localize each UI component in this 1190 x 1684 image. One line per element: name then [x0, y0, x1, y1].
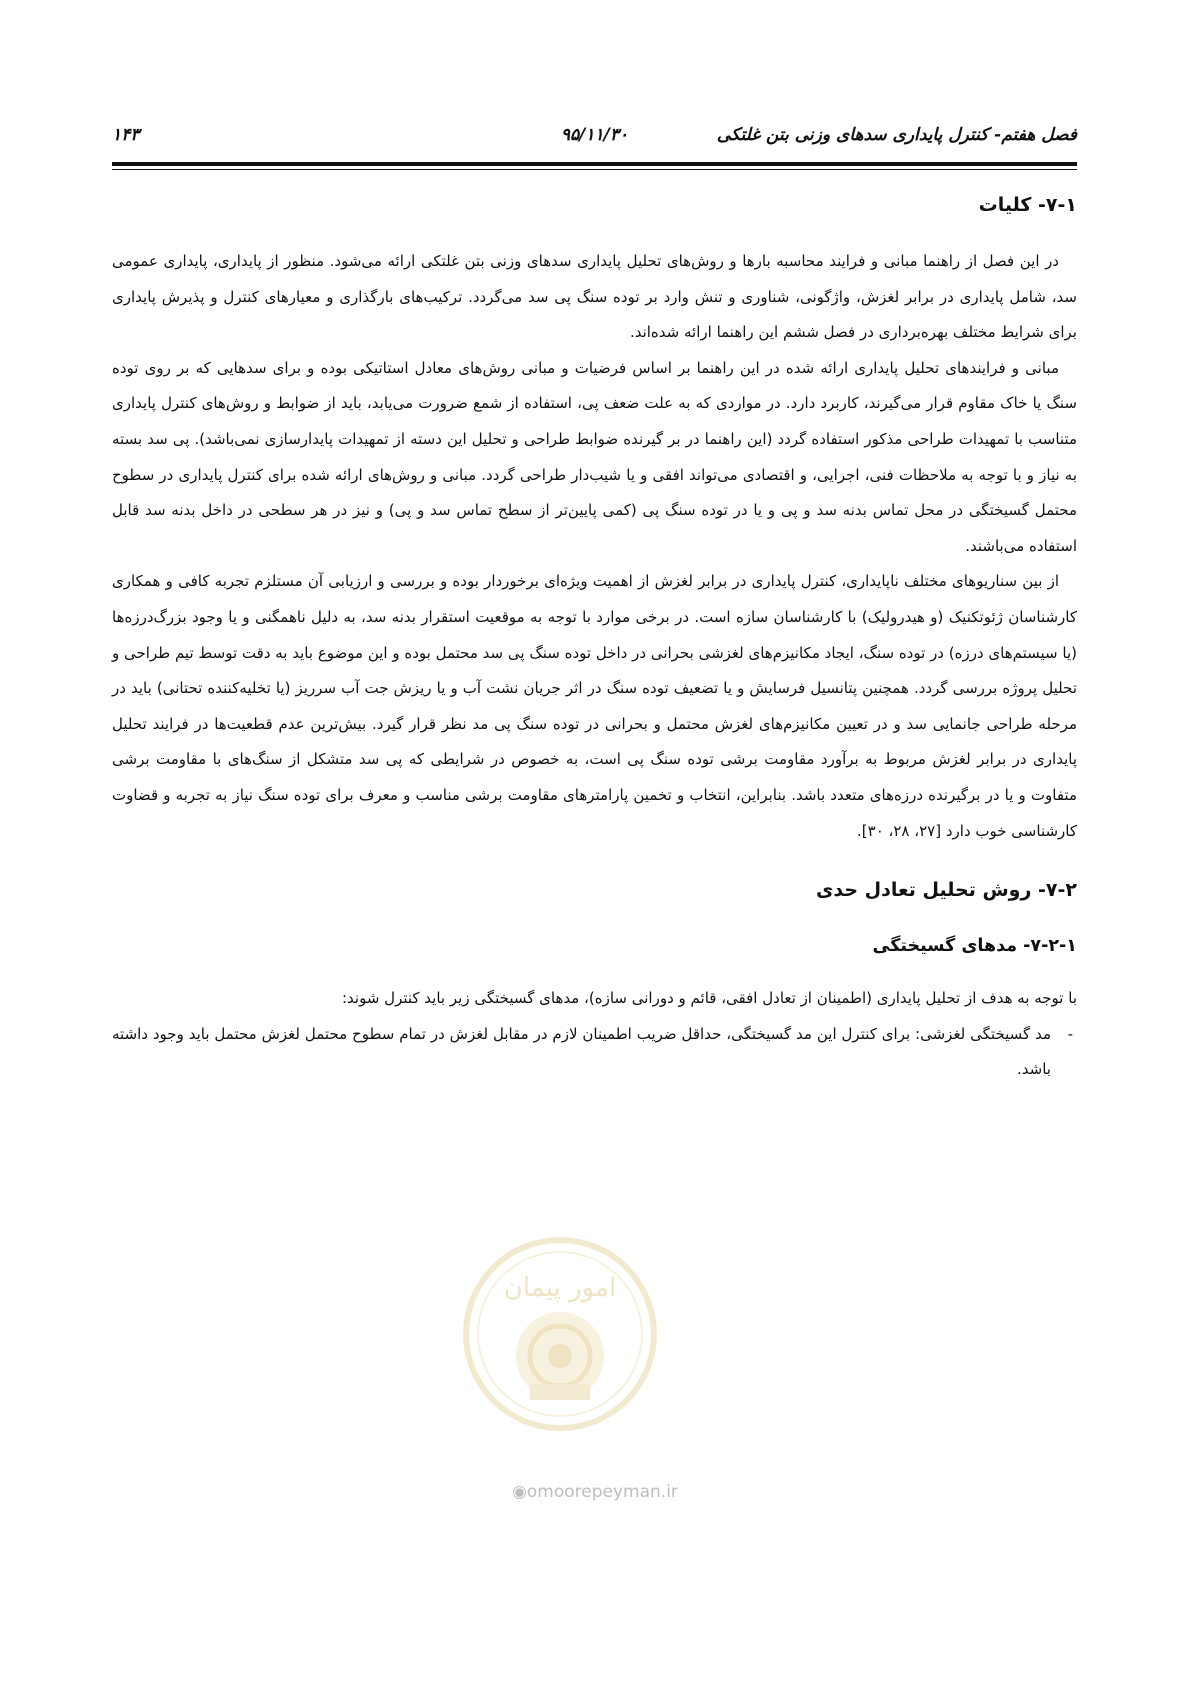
chapter-title: فصل هفتم- کنترل پایداری سدهای وزنی بتن غلتکی: [716, 125, 1077, 145]
paragraph-3: از بین سناریوهای مختلف ناپایداری، کنترل پایداری در برابر لغزش از اهمیت ویژه‌ای برخوردار بوده و بررسی و ارزیابی آن مستلزم تجربه کافی و همکاری کارشناسان ژئوتکنیک (و هیدرولیک) با کارشناسان سازه است. در برخی موارد با توجه به موقعیت استقرار بدنه سد، به دلیل ناهمگنی و یا وجود بزرگ‌درزه‌ها (یا سیستم‌های درزه) در توده سنگ، ایجاد مکانیزم‌های لغزشی بحرانی در داخل توده سنگ پی سد محتمل بوده و این موضوع باید به دقت توسط تیم طراحی و تحلیل پروژه بررسی گردد. همچنین پتانسیل فرسایش و یا تضعیف توده سنگ در اثر جریان نشت آب و یا ریزش جت آب سرریز (یا تخلیه‌کننده تحتانی) باید در مرحله طراحی جانمایی سد و در تعیین مکانیزم‌های لغزش محتمل و بحرانی در توده سنگ پی مد نظر قرار گیرد. بیش‌ترین عدم قطعیت‌ها در فرایند تحلیل پایداری در برابر لغزش مربوط به برآورد مقاومت برشی توده سنگ پی است، به خصوص در شرایطی که پی سد متشکل از سنگ‌های با مقاومت برشی متفاوت و یا در برگیرنده درزه‌های متعدد باشد. بنابراین، انتخاب و تخمین پارامترهای مقاومت برشی مناسب و معرف برای توده سنگ نیاز به تجربه و قضاوت کارشناسی خوب دارد [۲۷، ۲۸، ۳۰].: [112, 572, 1077, 840]
page-number: ۱۴۳: [112, 125, 140, 145]
header-rule-thin: [112, 169, 1077, 170]
paragraph-2: مبانی و فرایندهای تحلیل پایداری ارائه شده در این راهنما بر اساس فرضیات و مبانی روش‌های معادل استاتیکی بوده و برای سدهایی که بر روی توده سنگ یا خاک مقاوم قرار می‌گیرند، کاربرد دارد. در مواردی که به علت ضعف پی، استفاده از شمع ضرورت می‌یابد، باید از ضوابط و روش‌های کنترل پایداری متناسب با تمهیدات طراحی مذکور استفاده گردد (این راهنما در بر گیرنده ضوابط طراحی و تحلیل این دسته از تمهیدات پایدارسازی نمی‌باشد). پی سد بسته به نیاز و با توجه به ملاحظات فنی، اجرایی، و اقتصادی می‌تواند افقی و یا شیب‌دار طراحی گردد. مبانی و روش‌های ارائه شده برای کنترل پایداری در سطوح محتمل گسیختگی در محل تماس بدنه سد و پی و یا در توده سنگ پی (کمی پایین‌تر از سطح تماس سد و پی) و نیز در هر سطحی در داخل بدنه سد قابل استفاده می‌باشند.: [112, 358, 1077, 555]
list-item: [112, 1017, 1077, 1088]
at-icon: ◉: [512, 1482, 527, 1502]
list-item-text: مد گسیختگی لغزشی: برای کنترل این مد گسیختگی، حداقل ضریب اطمینان لازم در مقابل لغزش در تمام سطوح محتمل لغزش محتمل باید وجود داشته باشد.: [112, 1024, 1051, 1079]
section-heading-7-1: ۷-۱- کلیات: [978, 194, 1077, 216]
section-heading-7-2-1: ۷-۲-۱- مدهای گسیختگی: [872, 936, 1077, 957]
watermark-logo: [460, 1234, 660, 1434]
paragraph-1: در این فصل از راهنما مبانی و فرایند محاسبه بارها و روش‌های تحلیل پایداری سدهای وزنی بتن غلتکی ارائه می‌شود. منظور از پایداری، پایداری عمومی سد، شامل پایداری در برابر لغزش، واژگونی، شناوری و تنش وارد بر توده سنگ پی سد می‌گردد. ترکیب‌های بارگذاری و معیارهای کنترل و پذیرش پایداری برای شرایط مختلف بهره‌برداری در فصل ششم این راهنما ارائه شده‌اند.: [112, 252, 1077, 342]
header-rule-thick: [112, 162, 1077, 166]
header-date: ۹۵/۱۱/۳۰: [560, 125, 629, 145]
section-heading-7-2: ۷-۲- روش تحلیل تعادل حدی: [815, 879, 1077, 902]
bullet-marker: -: [1067, 1024, 1073, 1043]
failure-modes-intro: با توجه به هدف از تحلیل پایداری (اطمینان از تعادل افقی، قائم و دورانی سازه)، مدهای گسیختگی زیر باید کنترل شوند:: [341, 989, 1077, 1008]
page-header: [112, 125, 1077, 159]
watermark-url: ◉omoorepeyman.ir: [512, 1482, 678, 1502]
page-body: [112, 188, 1077, 1088]
watermark-logo-text: امور پیمان: [503, 1273, 617, 1303]
